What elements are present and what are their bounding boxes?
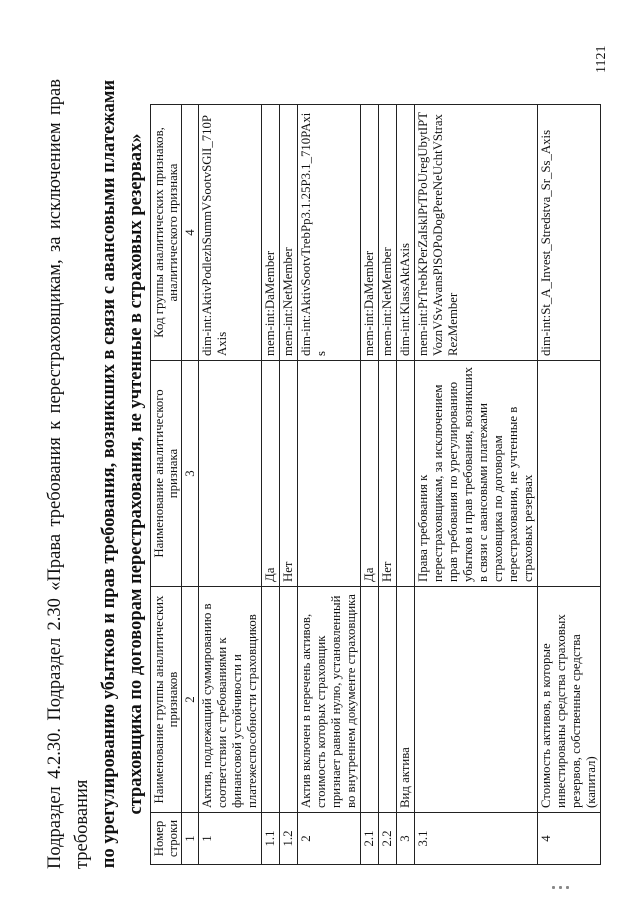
attribute-name-cell: Права требования к перестраховщикам, за исключением прав требования по урегулированию убытков и прав требования, возникших в связи с авансовыми платежами страховщика по договорам перестрахования, не учтенные в страховых резервах xyxy=(415,361,538,587)
table-row xyxy=(262,105,280,865)
table-row xyxy=(199,105,262,865)
table-row xyxy=(415,105,538,865)
section-heading xyxy=(42,79,150,869)
column-number: 3 xyxy=(182,361,199,587)
attribute-name-cell xyxy=(397,361,415,587)
row-number: 1 xyxy=(199,813,262,865)
analytics-table xyxy=(150,104,601,865)
attribute-name-cell: Да xyxy=(262,361,280,587)
group-name-cell: Вид актива xyxy=(397,587,415,813)
heading-line-1: Подраздел 4.2.30. Подраздел 2.30 «Права требования к перестраховщикам, за исключением прав требования xyxy=(45,79,92,869)
row-number: 3.1 xyxy=(415,813,538,865)
code-cell: dim-int:AktivSootvTrebPp3.1.25P3.1_710PAxis xyxy=(298,105,361,361)
code-cell: mem-int:PrTrebKPerZaIsklPrTPoUregUbytIPTVoznVSvAvansPlSOPoDogPereNeUchtVStraxRezMember xyxy=(415,105,538,361)
header-group-name: Наименование группы аналитических признаков xyxy=(151,587,182,813)
attribute-name-cell: Да xyxy=(361,361,379,587)
group-name-cell xyxy=(361,587,379,813)
code-cell: mem-int:DaMember xyxy=(262,105,280,361)
row-number: 2.1 xyxy=(361,813,379,865)
table-row xyxy=(397,105,415,865)
code-cell: dim-int:AktivPodlezhSummVSootvSGlI_710PAxis xyxy=(199,105,262,361)
scan-artifact-marks xyxy=(548,869,588,895)
code-cell: mem-int:NetMember xyxy=(280,105,298,361)
row-number: 1.1 xyxy=(262,813,280,865)
code-cell: dim-int:KlassAktAxis xyxy=(397,105,415,361)
group-name-cell: Стоимость активов, в которые инвестированы средства страховых резервов, собственные средства (капитал) xyxy=(538,587,601,813)
group-name-cell: Актив, подлежащий суммированию в соответствии с требованиями к финансовой устойчивости и платежеспособности страховщиков xyxy=(199,587,262,813)
row-number: 3 xyxy=(397,813,415,865)
attribute-name-cell: Нет xyxy=(280,361,298,587)
page-number: 1121 xyxy=(594,45,609,73)
code-cell: dim-int:St_A_Invest_Stredstva_Sr_Ss_Axis xyxy=(538,105,601,361)
code-cell: mem-int:DaMember xyxy=(361,105,379,361)
table-column-numbers-row xyxy=(182,105,199,865)
group-name-cell xyxy=(379,587,397,813)
group-name-cell: Актив включен в перечень активов, стоимость которых страховщик признает равной нулю, установленный во внутреннем документе страховщика xyxy=(298,587,361,813)
group-name-cell xyxy=(415,587,538,813)
table-header-row xyxy=(151,105,182,865)
header-attribute-name: Наименование аналитического признака xyxy=(151,361,182,587)
table-row xyxy=(361,105,379,865)
column-number: 4 xyxy=(182,105,199,361)
row-number: 2 xyxy=(298,813,361,865)
code-cell: mem-int:NetMember xyxy=(379,105,397,361)
heading-line-3: страховщика по договорам перестрахования, не учтенные в страховых резервах» xyxy=(126,133,146,815)
table-row xyxy=(379,105,397,865)
column-number: 2 xyxy=(182,587,199,813)
table-row xyxy=(538,105,601,865)
attribute-name-cell: Нет xyxy=(379,361,397,587)
column-number: 1 xyxy=(182,813,199,865)
attribute-name-cell xyxy=(538,361,601,587)
attribute-name-cell xyxy=(298,361,361,587)
heading-line-2: по урегулированию убытков и прав требования, возникших в связи с авансовыми платежами xyxy=(99,79,119,869)
header-row-number: Номер строки xyxy=(151,813,182,865)
group-name-cell xyxy=(280,587,298,813)
row-number: 1.2 xyxy=(280,813,298,865)
table-row xyxy=(280,105,298,865)
attribute-name-cell xyxy=(199,361,262,587)
header-code: Код группы аналитических признаков, аналитического признака xyxy=(151,105,182,361)
table-row xyxy=(298,105,361,865)
group-name-cell xyxy=(262,587,280,813)
row-number: 4 xyxy=(538,813,601,865)
row-number: 2.2 xyxy=(379,813,397,865)
